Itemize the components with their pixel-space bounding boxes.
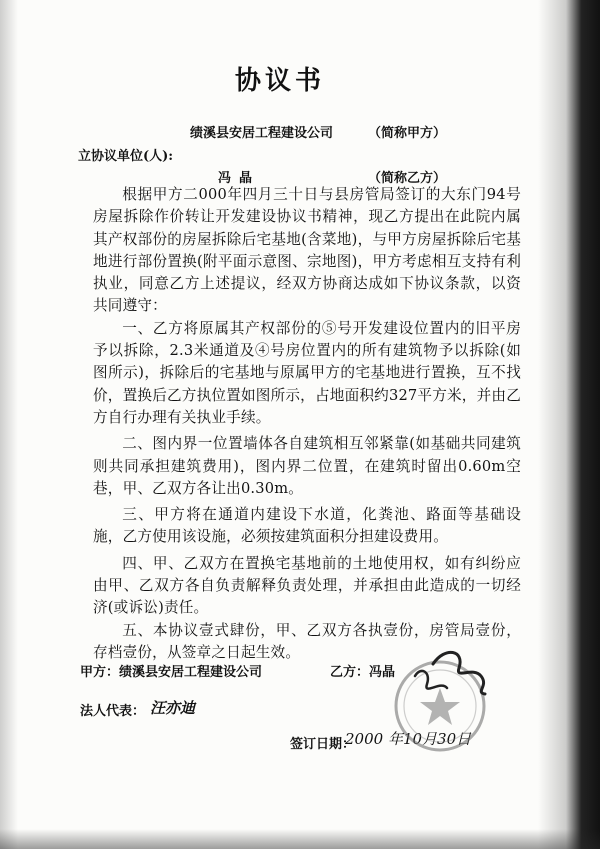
clause-5: 五、本协议壹式肆份，甲、乙双方各执壹份，房管局壹份，存档壹份，从签章之日起生效。 — [93, 621, 521, 661]
party-a-abbr: （简称甲方） — [368, 126, 447, 141]
signing-date-value: 2000 年10月30日 — [345, 730, 472, 748]
party-a-name: 绩溪县安居工程建设公司 — [190, 126, 334, 141]
clause-4: 四、甲、乙双方在置换宅基地前的土地使用权，如有纠纷应由甲、乙双方各自负责解释负责处理，并承担由此造成的一切经济(或诉讼)责任。 — [93, 554, 521, 617]
clause-3: 三、甲方将在通道内建设下水道，化粪池、路面等基础设施，乙方使用该设施，必须按建筑面积分担建设费用。 — [93, 506, 521, 546]
signer-label: 立协议单位(人): — [78, 149, 174, 164]
party-a-signature-line: 甲方：绩溪县安居工程建设公司 — [80, 665, 263, 680]
official-seal-stamp — [385, 636, 505, 756]
legal-rep-label: 法人代表： — [80, 704, 146, 719]
scan-shadow-bottom — [0, 829, 600, 849]
party-b-signature-line: 乙方：冯晶 — [330, 665, 396, 680]
party-b-abbr: （简称乙方） — [368, 171, 447, 186]
intro-paragraph: 根据甲方二000年四月三十日与县房管局签订的大东门94号房屋拆除作价转让开发建设协议书精神，现乙方提出在此院内属其产权部份的房屋拆除后宅基地(含菜地)，与甲方房屋拆除后宅基地进行部份置换(附平面示意图、宗地图)，甲方考虑相互支持有利执业，同意乙方上述提议，经双方协商达成如下协议条款，以资共同遵守： — [93, 186, 521, 315]
document-title: 协议书 — [234, 66, 325, 96]
scan-shadow-right — [538, 0, 600, 849]
legal-rep-name: 汪亦迪 — [150, 699, 196, 717]
party-b-name: 冯晶 — [218, 171, 261, 186]
signing-date-label: 签订日期： — [290, 737, 356, 752]
scan-shadow-left — [0, 0, 18, 849]
agreement-body — [93, 184, 521, 664]
clause-2: 二、图内界一位置墙体各自建筑相互邻紧靠(如基础共同建筑则共同承担建筑费用)，图内界二位置，在建筑时留出0.60m空巷，甲、乙双方各让出0.30m。 — [93, 435, 521, 497]
clause-1: 一、乙方将原属其产权部份的⑤号开发建设位置内的旧平房予以拆除，2.3米通道及④号房位置内的所有建筑物予以拆除(如图所示)，拆除后的宅基地与原属甲方的宅基地进行置换，互不找价，置换后乙方执位置如图所示，占地面积约327平方米，并由乙方自行办理有关执业手续。 — [93, 319, 521, 426]
